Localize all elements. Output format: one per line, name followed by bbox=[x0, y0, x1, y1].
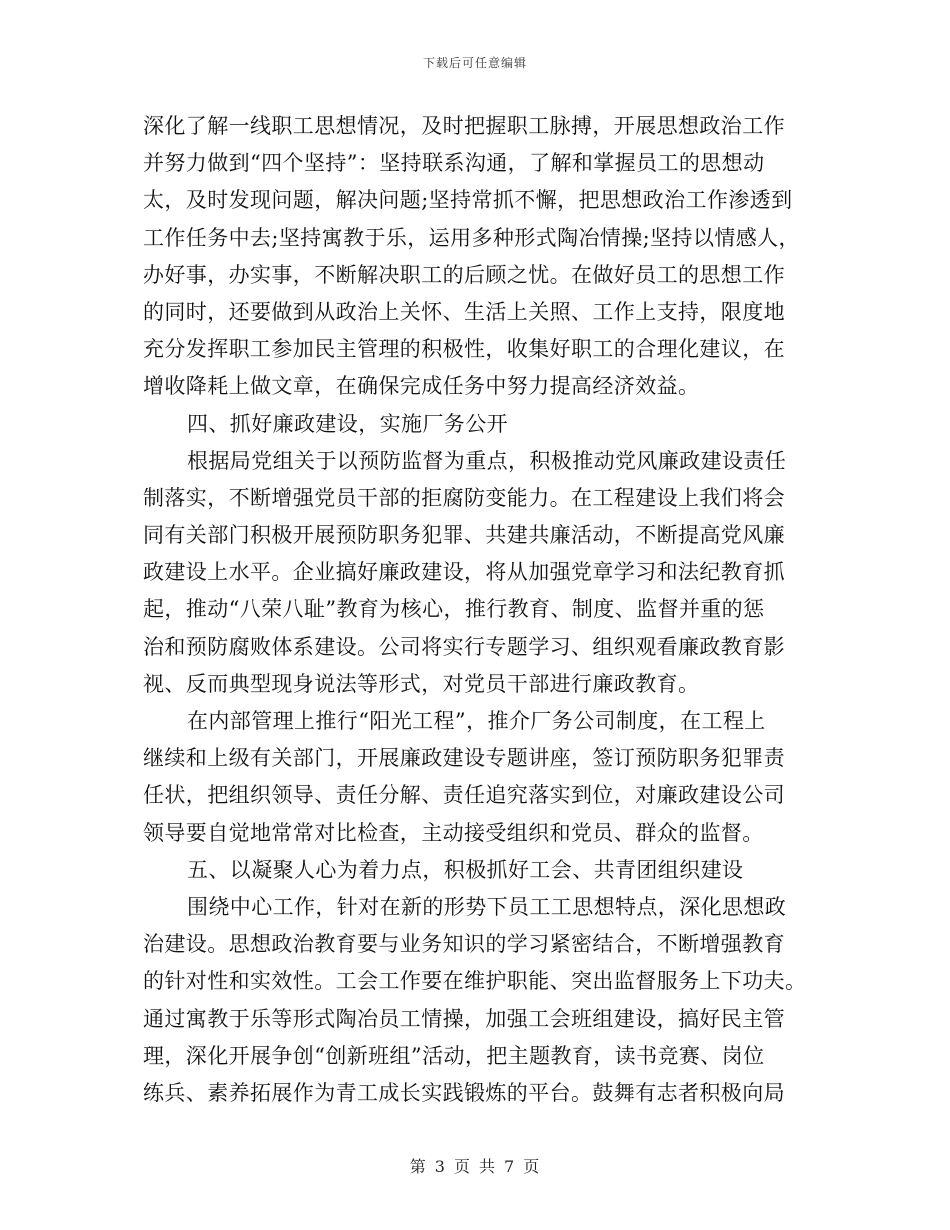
body-line: 充分发挥职工参加民主管理的积极性，收集好职工的合理化建议，在 bbox=[143, 337, 785, 362]
footer-ye2: 页 bbox=[523, 1157, 541, 1176]
body-line: 根据局党组关于以预防监督为重点，积极推动党风廉政建设责任 bbox=[187, 448, 787, 473]
section-heading: 五、以凝聚人心为着力点，积极抓好工会、共青团组织建设 bbox=[187, 857, 744, 882]
body-line: 围绕中心工作，针对在新的形势下员工工思想特点，深化思想政 bbox=[187, 894, 787, 919]
body-line: 同有关部门积极开展预防职务犯罪、共建共廉活动，不断提高党风廉 bbox=[143, 523, 785, 548]
body-line: 理，深化开展争创“创新班组”活动，把主题教育，读书竞赛、岗位 bbox=[143, 1043, 765, 1068]
body-line: 的同时，还要做到从政治上关怀、生活上关照、工作上支持，限度地 bbox=[143, 299, 785, 324]
body-line: 并努力做到“四个坚持”：坚持联系沟通，了解和掌握员工的思想动 bbox=[143, 151, 765, 176]
body-line: 太，及时发现问题，解决问题;坚持常抓不懈，把思想政治工作渗透到 bbox=[143, 188, 793, 213]
body-line: 治和预防腐败体系建设。公司将实行专题学习、组织观看廉政教育影 bbox=[143, 634, 785, 659]
body-line: 的针对性和实效性。工会工作要在维护职能、突出监督服务上下功夫。 bbox=[143, 969, 807, 994]
footer-gong: 共 bbox=[479, 1157, 497, 1176]
footer-ye: 页 bbox=[453, 1157, 471, 1176]
body-line: 继续和上级有关部门，开展廉政建设专题讲座，签订预防职务犯罪责 bbox=[143, 746, 785, 771]
body-line: 增收降耗上做文章，在确保完成任务中努力提高经济效益。 bbox=[143, 374, 700, 399]
body-line: 制落实，不断增强党员干部的拒腐防变能力。在工程建设上我们将会 bbox=[143, 485, 785, 510]
page-footer bbox=[0, 1154, 950, 1177]
body-line: 深化了解一线职工思想情况，及时把握职工脉搏，开展思想政治工作 bbox=[143, 114, 785, 138]
body-line: 视、反而典型现身说法等形式，对党员干部进行廉政教育。 bbox=[143, 671, 700, 696]
body-line: 在内部管理上推行“阳光工程”，推介厂务公司制度，在工程上 bbox=[187, 709, 766, 733]
document-body bbox=[143, 108, 807, 1112]
body-line: 起，推动“八荣八耻”教育为核心，推行教育、制度、监督并重的惩 bbox=[143, 597, 765, 622]
body-line: 通过寓教于乐等形式陶冶员工情操，加强工会班组建设，搞好民主管 bbox=[143, 1006, 785, 1031]
section-heading: 四、抓好廉政建设，实施厂务公开 bbox=[187, 411, 508, 436]
body-line: 领导要自觉地常常对比检查，主动接受组织和党员、群众的监督。 bbox=[143, 820, 764, 845]
page-number: 3 bbox=[434, 1157, 446, 1176]
body-line: 治建设。思想政治教育要与业务知识的学习紧密结合，不断增强教育 bbox=[143, 932, 785, 957]
total-pages: 7 bbox=[504, 1157, 516, 1176]
body-line: 任状，把组织领导、责任分解、责任追究落实到位，对廉政建设公司 bbox=[143, 783, 785, 808]
footer-di: 第 bbox=[409, 1157, 427, 1176]
body-line: 办好事，办实事，不断解决职工的后顾之忧。在做好员工的思想工作 bbox=[143, 262, 785, 287]
page-header: 下载后可任意编辑 bbox=[422, 56, 527, 70]
body-line: 政建设上水平。企业搞好廉政建设，将从加强党章学习和法纪教育抓 bbox=[143, 560, 785, 585]
body-line: 练兵、素养拓展作为青工成长实践锻炼的平台。鼓舞有志者积极向局 bbox=[143, 1080, 785, 1105]
body-line: 工作任务中去;坚持寓教于乐，运用多种形式陶冶情操;坚持以情感人， bbox=[143, 225, 800, 250]
